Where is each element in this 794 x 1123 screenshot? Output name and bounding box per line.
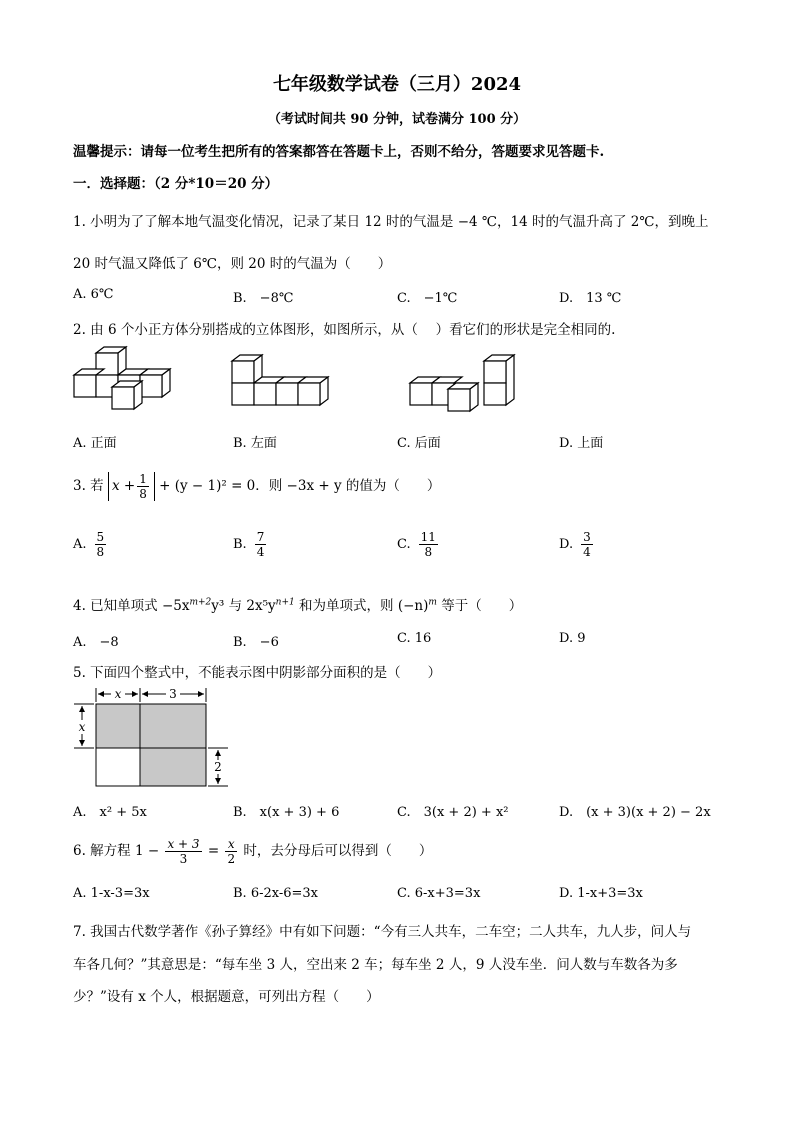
q6-frac-1 (165, 837, 201, 866)
q3-option-a-label: A. (73, 537, 87, 552)
q6-frac-1-num: x + 3 (167, 837, 200, 851)
q3-expr-b: + (y − 1)² = 0．则 −3x + y 的值为（ ） (159, 478, 441, 494)
q4-option-b: B. −6 (233, 635, 279, 650)
q3-option-b-num: 7 (256, 530, 265, 544)
q5-option-a: A. x² + 5x (73, 805, 147, 820)
q6-eq: = (207, 843, 220, 859)
q6-frac-2-num: x (225, 837, 237, 852)
exam-info: （考试时间共 90 分钟，试卷满分 100 分） (267, 112, 527, 127)
q6-pre: 6. 解方程 1 − (73, 843, 160, 859)
q1-option-d: D. 13 ℃ (559, 291, 622, 306)
q2-text: 2. 由 6 个小正方体分别搭成的立体图形，如图所示，从（ ）看它们的形状是完全相同的. (73, 322, 616, 338)
q3-option-c-num: 11 (420, 530, 436, 544)
q3-option-d-label: D. (559, 537, 574, 552)
q1-option-a: A. 6℃ (73, 287, 114, 302)
q5-area-figure (70, 684, 240, 794)
q4-option-d: D. 9 (559, 631, 586, 646)
q6-option-b: B. 6-2x-6=3x (233, 886, 319, 901)
q4-sup-2: n+1 (275, 597, 295, 608)
q6-post: 时，去分母后可以得到（ ） (243, 843, 433, 859)
q2-option-a: A. 正面 (73, 436, 117, 451)
q3-frac-den: 8 (139, 487, 147, 501)
q3-fraction (137, 472, 149, 501)
q4-text-mid2: 和为单项式，则 (−n) (294, 598, 429, 614)
q5-label-left-x: x (78, 720, 86, 734)
q3-prefix: 3. 若 (73, 478, 104, 494)
q2-cube-figures (60, 345, 620, 415)
q3-option-d-frac (581, 530, 593, 559)
cube-figure-2 (232, 355, 328, 405)
q3-option-d (559, 530, 595, 559)
q7-line1: 7. 我国古代数学著作《孙子算经》中有如下问题：“今有三人共车，二车空；二人共车，九人步，问人与 (73, 924, 692, 940)
q5-option-c: C. 3(x + 2) + x² (397, 805, 509, 820)
q7-line2: 车各几何？”其意思是：“每车坐 3 人，空出来 2 车；每车坐 2 人，9 人没车坐．问人数与车数各为多 (73, 957, 678, 973)
q3-option-c-frac (419, 530, 438, 559)
q3-option-c-den: 8 (424, 545, 433, 559)
q2-option-b: B. 左面 (233, 436, 277, 451)
q6-option-c: C. 6-x+3=3x (397, 886, 481, 901)
section-heading: 一．选择题：（2 分*10＝20 分） (73, 176, 279, 192)
q1-line1: 1. 小明为了了解本地气温变化情况，记录了某日 12 时的气温是 −4 ℃，14 时的气温升高了 2℃，到晚上 (73, 214, 709, 230)
q2-option-c: C. 后面 (397, 436, 441, 451)
q4-sup-1: m+2 (189, 597, 212, 608)
q1-option-c: C. −1℃ (397, 291, 458, 306)
q1-line2: 20 时气温又降低了 6℃，则 20 时的气温为（ ） (73, 256, 392, 272)
q4-text (73, 594, 522, 614)
q3-option-b-den: 4 (256, 545, 265, 559)
q4-text-post: 等于（ ） (436, 598, 523, 614)
q4-text-pre: 4. 已知单项式 −5x (73, 598, 190, 614)
q2-option-d: D. 上面 (559, 436, 604, 451)
q6-frac-2 (225, 837, 237, 866)
q3-expr-a: x + (111, 478, 136, 494)
q7-line3: 少？”设有 x 个人，根据题意，可列出方程（ ） (73, 989, 380, 1005)
q3-option-d-den: 4 (583, 545, 591, 559)
q3-option-a-frac (95, 530, 107, 559)
q3-option-a-num: 5 (96, 530, 105, 544)
q5-label-top-3: 3 (169, 687, 177, 701)
q3-frac-num: 1 (139, 472, 147, 486)
cube-figure-1 (74, 347, 170, 409)
q5-label-right-2: 2 (214, 760, 222, 774)
q6-option-d: D. 1-x+3=3x (559, 886, 643, 901)
q6-frac-1-den: 3 (179, 852, 188, 866)
q4-text-mid1: y³ 与 2x⁵y (211, 598, 276, 614)
q5-option-d: D. (x + 3)(x + 2) − 2x (559, 805, 711, 820)
q4-option-a: A. −8 (73, 635, 119, 650)
q3-abs-value (108, 472, 155, 501)
q3-option-d-num: 3 (583, 530, 591, 544)
q6-option-a: A. 1-x-3=3x (73, 886, 150, 901)
q3-option-b-frac (255, 530, 267, 559)
q6-frac-2-den: 2 (227, 852, 236, 866)
page-title: 七年级数学试卷（三月）2024 (272, 74, 522, 95)
q3-option-a (73, 530, 108, 559)
q3-option-c-label: C. (397, 537, 411, 552)
exam-tip: 温馨提示：请每一位考生把所有的答案都答在答题卡上，否则不给分，答题要求见答题卡. (73, 144, 605, 160)
q6-text (73, 834, 432, 868)
q5-text: 5. 下面四个整式中，不能表示图中阴影部分面积的是（ ） (73, 665, 442, 681)
cube-figure-3 (410, 355, 514, 411)
q3-option-c (397, 530, 440, 559)
q1-option-b: B. −8℃ (233, 291, 294, 306)
q5-option-b: B. x(x + 3) + 6 (233, 805, 340, 820)
q3-option-a-den: 8 (96, 545, 105, 559)
q3-option-b (233, 530, 268, 559)
q4-option-c: C. 16 (397, 631, 432, 646)
q3-option-b-label: B. (233, 537, 247, 552)
q5-label-top-x: x (114, 687, 122, 701)
q3-text (73, 468, 440, 504)
q4-sup-3: m (428, 597, 437, 608)
